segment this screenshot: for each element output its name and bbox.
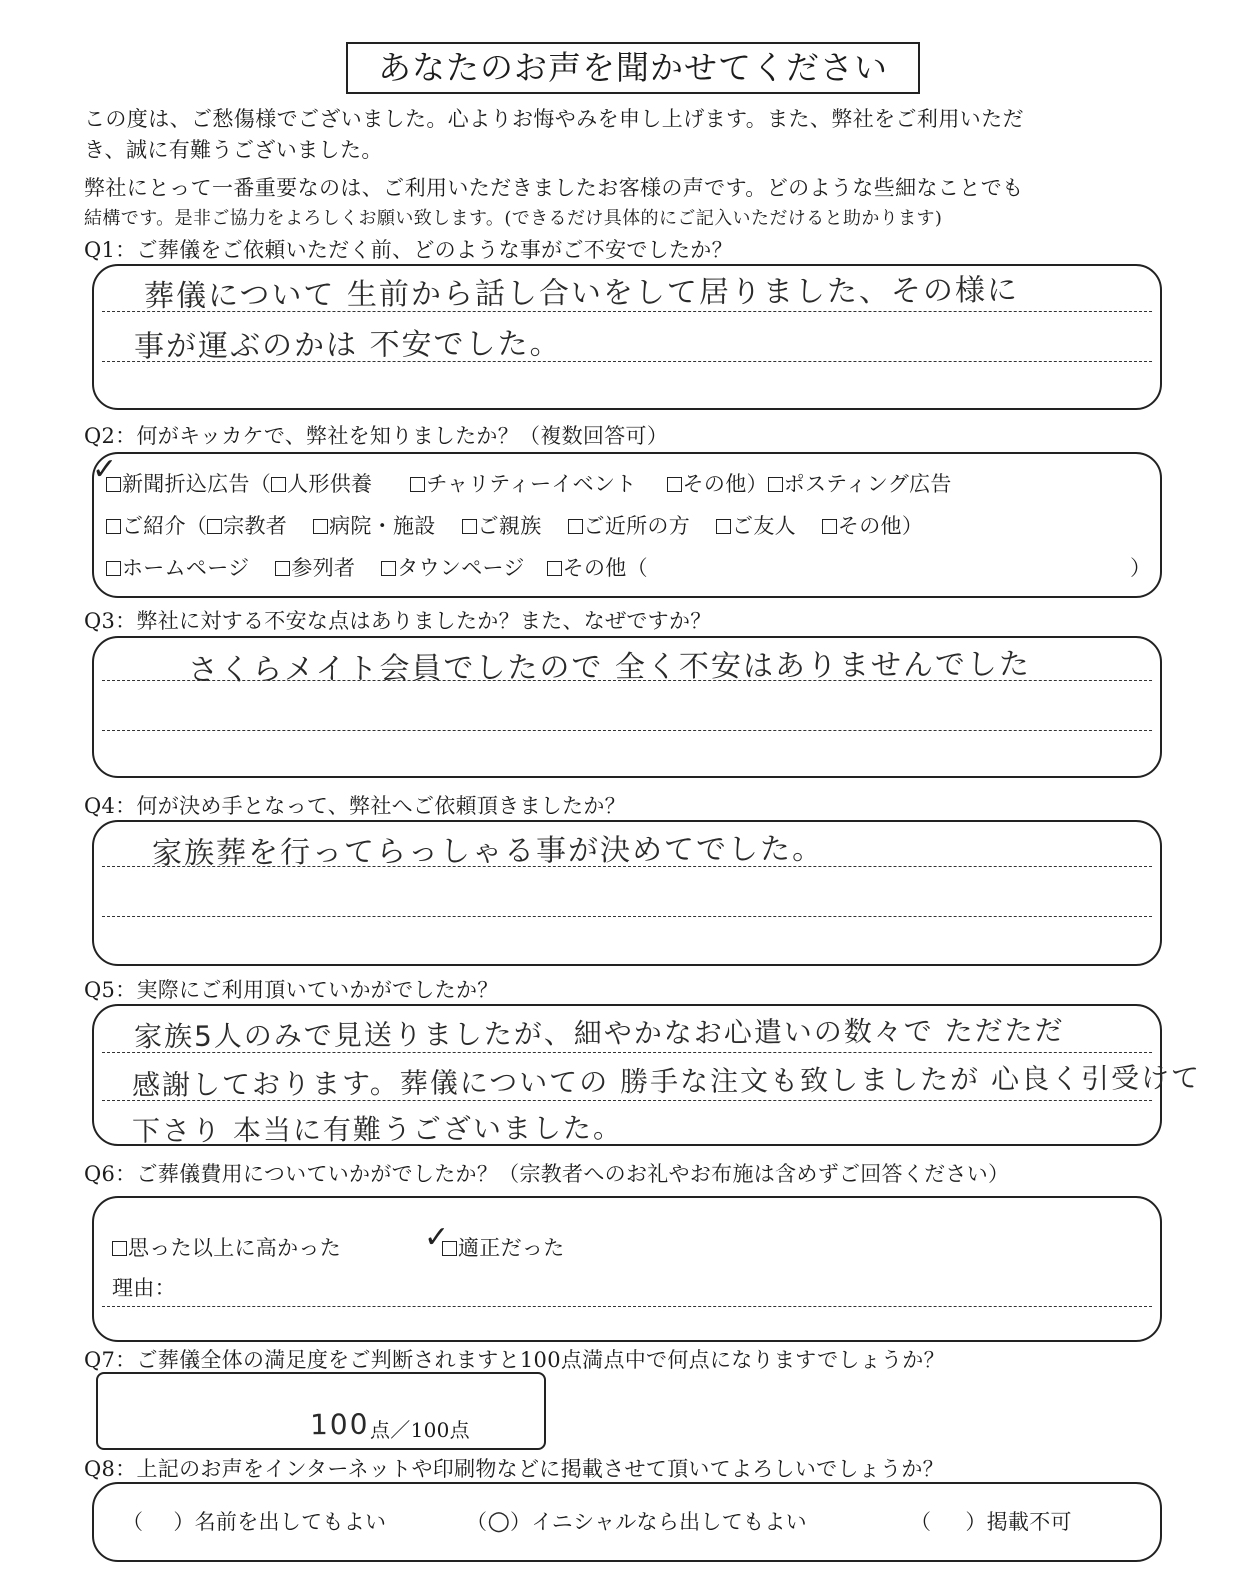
option-newspaper[interactable]: 新聞折込広告（ [106,472,271,496]
option-townpage[interactable]: タウンページ [381,556,524,580]
option-other-2[interactable]: その他） [822,514,923,538]
intro-line-2: き、誠に有難うございました。 [84,138,383,162]
q5-handwritten-line-3: 下さり 本当に有難うございました。 [131,1111,624,1148]
circle-mark-icon: ○ [487,1506,510,1536]
checkbox[interactable] [547,561,562,576]
option-friends[interactable]: ご友人 [716,514,796,538]
answer-line [102,730,1152,731]
q8-option-initials[interactable]: （○）イニシャルなら出してもよい [466,1506,807,1536]
q3-question: Q3：弊社に対する不安な点はありましたか？また、なぜですか？ [84,609,712,633]
q2-row-2 [106,510,923,540]
option-other-1[interactable]: その他） [667,472,768,496]
option-doll-memorial[interactable]: 人形供養 [271,472,372,496]
option-referral[interactable]: ご紹介（ [106,514,207,538]
option-neighbors[interactable]: ご近所の方 [568,514,691,538]
q5-handwritten-line-2: 感謝しております。葬儀についての 勝手な注文も致しましたが 心良く引受けて [131,1061,1202,1102]
q2-row-1 [106,468,952,498]
checkbox[interactable] [568,519,583,534]
q7-score-box[interactable] [96,1372,546,1450]
intro-line-3: 弊社にとって一番重要なのは、ご利用いただきましたお客様の声です。どのような些細なことでも [84,176,1024,200]
q6-option-expensive[interactable]: 思った以上に高かった [112,1232,341,1262]
q6-question: Q6：ご葬儀費用についていかがでしたか？（宗教者へのお礼やお布施は含めずご回答ください） [84,1162,1010,1186]
option-other-3-close: ） [1130,556,1152,580]
checkbox[interactable] [768,477,783,492]
q8-options-box [92,1482,1162,1562]
checkbox[interactable] [207,519,222,534]
checkbox[interactable] [313,519,328,534]
checkbox[interactable] [462,519,477,534]
q1-answer-box[interactable] [92,264,1162,410]
option-hospital[interactable]: 病院・施設 [313,514,436,538]
q8-option-name[interactable]: （ ）名前を出してもよい [122,1510,387,1534]
checkbox[interactable] [271,477,286,492]
q3-answer-box[interactable] [92,636,1162,778]
q5-handwritten-line-1: 家族5人のみで見送りましたが、細やかなお心遣いの数々で ただただ [133,1013,1065,1054]
option-relatives[interactable]: ご親族 [462,514,542,538]
intro-line-4: 結構です。是非ご協力をよろしくお願い致します。(できるだけ具体的にご記入いただけると助かります) [84,208,943,229]
checkbox[interactable] [106,519,121,534]
option-religious[interactable]: 宗教者 [207,514,287,538]
option-charity-event[interactable]: チャリティーイベント [410,472,636,496]
q5-question: Q5：実際にご利用頂いていかがでしたか？ [84,978,499,1002]
q6-option-appropriate[interactable]: 適正だった [442,1232,565,1262]
q6-answer-box [92,1196,1162,1342]
q7-score-suffix: 点／100点 [370,1418,470,1442]
q6-reason-label: 理由： [112,1276,176,1300]
q3-handwritten-line-1: さくらメイト会員でしたので 全く不安はありませんでした [187,647,1032,688]
q2-row-3 [106,552,648,582]
page-title: あなたのお声を聞かせてください [346,42,920,94]
check-mark-icon: ✓ [424,1220,450,1255]
q1-handwritten-line-2: 事が運ぶのかは 不安でした。 [133,326,562,365]
q7-score-value: 100 [309,1407,370,1442]
checkbox[interactable] [112,1241,127,1256]
option-posting-ad[interactable]: ポスティング広告 [768,472,952,496]
q4-answer-box[interactable] [92,820,1162,966]
q1-handwritten-line-1: 葬儀について 生前から話し合いをして居りました、その様に [143,272,1020,315]
checkbox[interactable] [381,561,396,576]
checkbox[interactable] [667,477,682,492]
check-mark-icon: ✓ [92,452,118,487]
checkbox[interactable] [822,519,837,534]
q4-handwritten-line-1: 家族葬を行ってらっしゃる事が決めてでした。 [151,831,825,872]
option-other-3[interactable]: その他（ [547,556,648,580]
q8-option-no-publish[interactable]: （ ）掲載不可 [910,1510,1072,1534]
checkbox[interactable] [716,519,731,534]
q7-question: Q7：ご葬儀全体の満足度をご判断されますと100点満点中で何点になりますでしょうか？ [84,1348,945,1372]
q5-answer-box[interactable] [92,1004,1202,1148]
answer-line [102,916,1152,917]
intro-line-1: この度は、ご愁傷様でございました。心よりお悔やみを申し上げます。また、弊社をご利用いただ [84,107,1024,131]
option-attendee[interactable]: 参列者 [275,556,355,580]
q2-options-box [92,452,1162,598]
option-homepage[interactable]: ホームページ [106,556,249,580]
checkbox[interactable] [275,561,290,576]
q4-question: Q4：何が決め手となって、弊社へご依頼頂きましたか？ [84,794,626,818]
q1-question: Q1：ご葬儀をご依頼いただく前、どのような事がご不安でしたか？ [84,238,733,262]
checkbox[interactable] [106,561,121,576]
checkbox[interactable] [410,477,425,492]
q8-question: Q8：上記のお声をインターネットや印刷物などに掲載させて頂いてよろしいでしょうか？ [84,1457,944,1481]
reason-line [102,1306,1152,1307]
q2-question: Q2：何がキッカケで、弊社を知りましたか？（複数回答可） [84,424,669,448]
